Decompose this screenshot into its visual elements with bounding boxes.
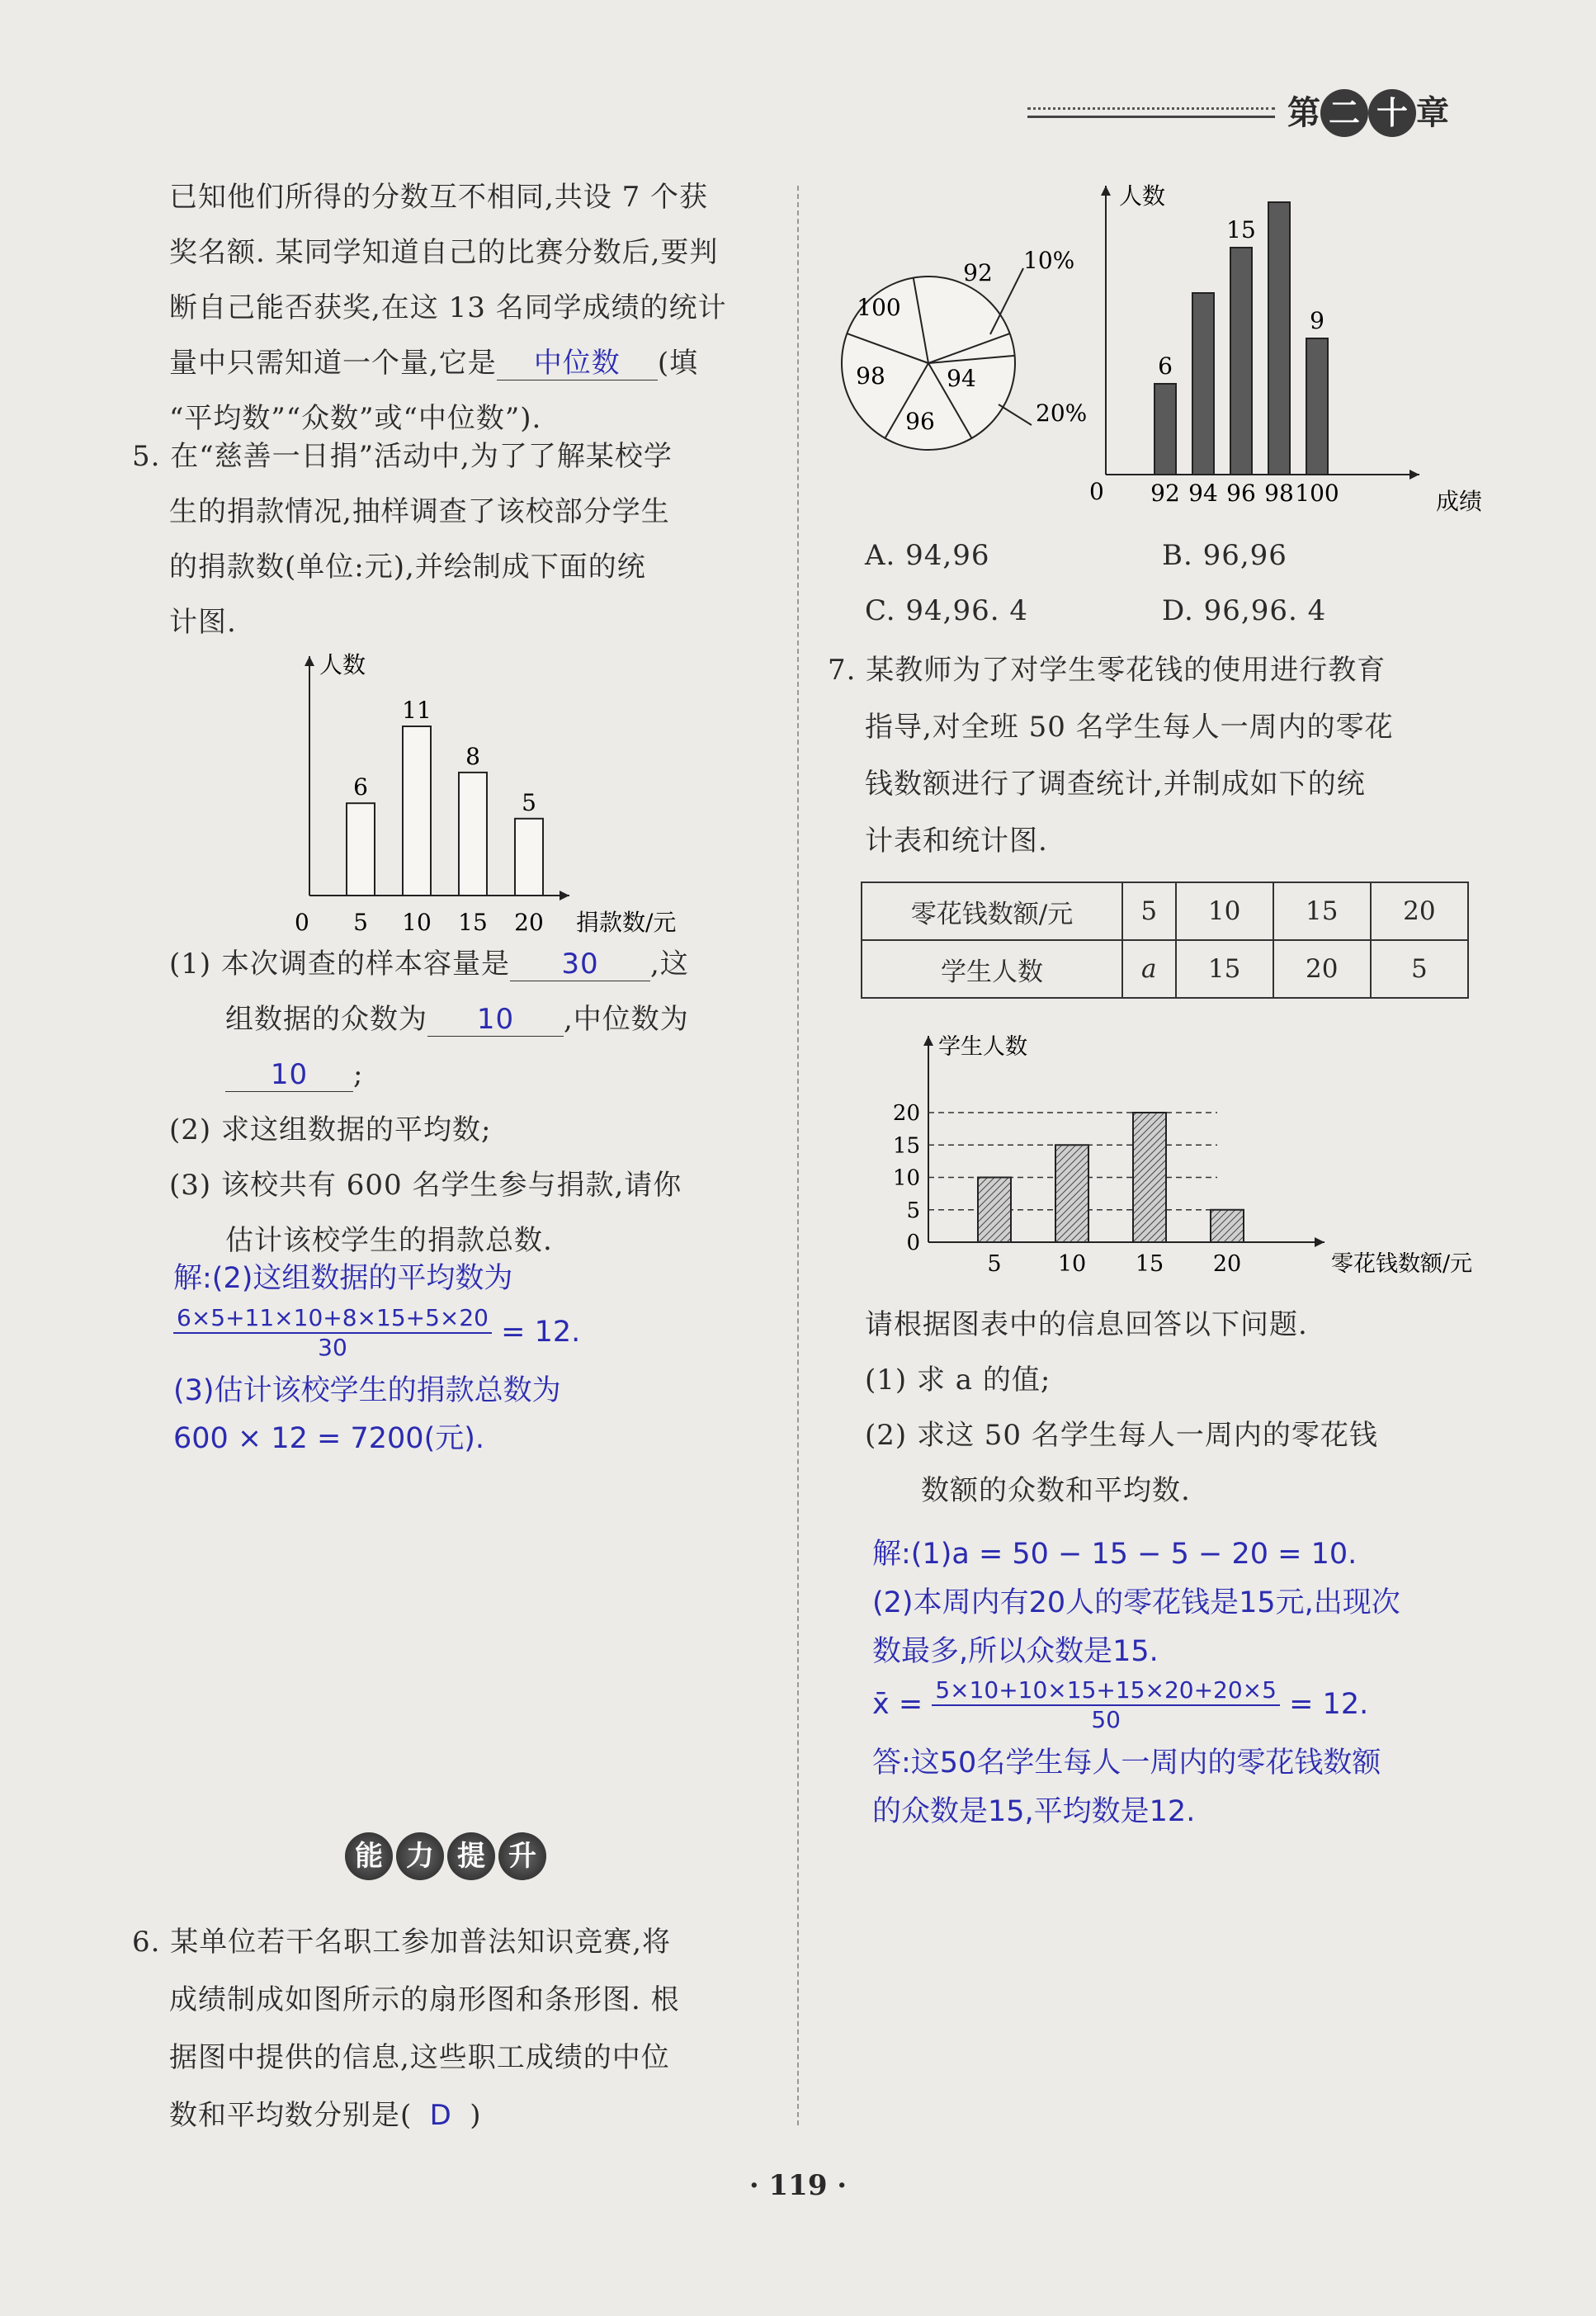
q7-sub2-line1: (2) 求这 50 名学生每人一周内的零花钱 [865, 1419, 1378, 1452]
q5-line-1: 5. 在“慈善一日捐”活动中,为了了解某校学 [132, 440, 673, 473]
table-cell: 学生人数 [862, 940, 1122, 998]
column-divider [797, 186, 799, 2125]
page-number: · 119 · [748, 2169, 848, 2202]
pie-slice-label: 98 [856, 362, 885, 390]
y-axis-arrow [305, 656, 314, 666]
y-axis-arrow [923, 1036, 933, 1046]
q7-sol-line1: 解:(1)a = 50 − 15 − 5 − 20 = 10. [872, 1538, 1358, 1571]
mode-blank: 10 [427, 1003, 564, 1037]
q5-fraction: $\frac{6\times 5+11\times 10+8\times 15+5\times 20}{30}$ [173, 1304, 492, 1362]
table-cell: 15 [1176, 940, 1273, 998]
q6-line-1: 6. 某单位若干名职工参加普法知识竞赛,将 [132, 1926, 672, 1959]
x-axis-label: 零花钱数额/元 [1331, 1251, 1473, 1277]
q7-sol-line6: 的众数是15,平均数是12. [872, 1795, 1196, 1828]
option-c: C. 94,96. 4 [865, 594, 1028, 627]
tick-label: 10 [402, 909, 432, 936]
q5-sol-line3: (3)估计该校学生的捐款总数为 [173, 1374, 561, 1407]
q5-sub1-line1: (1) 本次调查的样本容量是 30 ,这 [169, 948, 689, 981]
q4-line-3: 断自己能否获奖,在这 13 名同学成绩的统计 [169, 291, 727, 324]
y-axis-label: 学生人数 [938, 1034, 1027, 1060]
bar [1211, 1210, 1244, 1242]
x-axis-arrow [1409, 470, 1419, 480]
chapter-suffix: 章 [1416, 93, 1449, 132]
q4-text [169, 170, 780, 447]
sample-size-blank: 30 [510, 948, 650, 981]
score-bar-chart [1081, 169, 1494, 516]
pie-label-10pct: 10% [1023, 247, 1075, 274]
table-cell: a [1122, 940, 1176, 998]
tick-label: 94 [1188, 480, 1218, 507]
y-tick-label: 5 [906, 1198, 920, 1223]
chapter-title [1287, 87, 1449, 137]
header-dots [1027, 107, 1275, 110]
q5-sub3-line1: (3) 该校共有 600 名学生参与捐款,请你 [169, 1169, 682, 1202]
tick-label: 20 [514, 909, 544, 936]
badge-char-2: 力 [396, 1832, 444, 1880]
q5-sub2: (2) 求这组数据的平均数; [169, 1113, 492, 1146]
chapter-prefix: 第 [1287, 93, 1320, 132]
q7-solution [872, 1530, 1508, 1836]
q5-text [132, 429, 784, 650]
q5-sol-line4: 600 × 12 = 7200(元). [173, 1422, 485, 1455]
table-cell: 10 [1176, 882, 1273, 940]
tick-label: 20 [1212, 1251, 1242, 1277]
tick-label: 5 [353, 909, 368, 936]
tick-label: 10 [1057, 1251, 1087, 1277]
bar [1268, 202, 1290, 475]
pocket-money-table [861, 881, 1469, 999]
q7-sol-line3: 数最多,所以众数是15. [872, 1635, 1159, 1668]
data-label: 5 [522, 788, 536, 816]
q7-sol-line2: (2)本周内有20人的零花钱是15元,出现次 [872, 1586, 1400, 1619]
pocket-money-bar-chart [883, 1015, 1473, 1288]
q7-line-2: 指导,对全班 50 名学生每人一周内的零花 [865, 711, 1394, 744]
origin-label: 0 [1089, 478, 1104, 505]
tick-label: 100 [1295, 480, 1339, 507]
tick-label: 96 [1226, 480, 1256, 507]
q5-sol-line1: 解:(2)这组数据的平均数为 [173, 1262, 513, 1295]
y-axis-label: 人数 [319, 651, 366, 678]
q7-sub1: (1) 求 a 的值; [865, 1364, 1051, 1397]
donation-bar-chart [272, 636, 677, 936]
bar [1155, 384, 1176, 475]
q7-questions [865, 1297, 1492, 1519]
data-label: 8 [465, 742, 480, 770]
q5-sol-formula: $\frac{6\times 5+11\times 10+8\times 15+5\times 20}{30}$ = 12. [173, 1304, 784, 1362]
table-cell: 20 [1273, 940, 1371, 998]
bar [1133, 1113, 1166, 1242]
table-cell: 零花钱数额/元 [862, 882, 1122, 940]
option-b: B. 96,96 [1162, 539, 1287, 572]
data-label: 15 [1226, 216, 1256, 243]
table-cell: 20 [1371, 882, 1468, 940]
q5-solution [173, 1255, 784, 1463]
bar [978, 1178, 1011, 1243]
q4-line-5: “平均数”“众数”或“中位数”). [169, 402, 542, 435]
pie-slice-label: 96 [905, 408, 935, 435]
q5-line-2: 生的捐款情况,抽样调查了该校部分学生 [169, 495, 670, 528]
table-cell: 15 [1273, 882, 1371, 940]
pie-slice-label: 94 [947, 365, 976, 392]
bar [1192, 293, 1214, 475]
section-badge [345, 1832, 550, 1880]
x-axis-label: 成绩 [1436, 488, 1483, 515]
q4-line-1: 已知他们所得的分数互不相同,共设 7 个获 [169, 181, 709, 214]
bar [1306, 338, 1328, 475]
bar [347, 803, 375, 896]
chapter-num1: 二 [1320, 89, 1368, 137]
bar [403, 726, 431, 896]
badge-char-1: 能 [345, 1832, 393, 1880]
q5-subquestions [169, 937, 796, 1269]
y-axis-label: 人数 [1119, 182, 1166, 210]
pie-label-20pct: 20% [1036, 399, 1088, 427]
bar [1230, 248, 1252, 475]
q6-line-3: 据图中提供的信息,这些职工成绩的中位 [169, 2041, 670, 2074]
y-tick-label: 20 [892, 1101, 920, 1126]
q4-line-2: 奖名额. 某同学知道自己的比赛分数后,要判 [169, 236, 719, 269]
badge-char-4: 升 [498, 1832, 546, 1880]
tick-label: 98 [1264, 480, 1294, 507]
x-axis-label: 捐款数/元 [576, 909, 677, 936]
q5-line-3: 的捐款数(单位:元),并绘制成下面的统 [169, 551, 646, 584]
q7-line-1: 7. 某教师为了对学生零花钱的使用进行教育 [828, 654, 1386, 687]
pie-slice-label: 100 [857, 294, 901, 321]
table-row [862, 882, 1468, 940]
q5-sub1-line3: 10 ; [169, 1047, 796, 1103]
header-rule [1027, 116, 1275, 118]
q7-fraction: $\frac{5\times 10+10\times 15+15\times 20+20\times 5}{50}$ [932, 1676, 1280, 1734]
y-tick-label: 10 [892, 1165, 920, 1191]
badge-char-3: 提 [447, 1832, 495, 1880]
option-a: A. 94,96 [865, 539, 990, 572]
data-label: 6 [353, 773, 368, 801]
chapter-header [1027, 83, 1481, 140]
table-row [862, 940, 1468, 998]
y-tick-label: 15 [892, 1133, 920, 1159]
chapter-num2: 十 [1368, 89, 1416, 137]
q5-sub1-line2: 组数据的众数为 10 ,中位数为 [225, 1003, 689, 1036]
q7-sol-line5: 答:这50名学生每人一周内的零花钱数额 [872, 1746, 1381, 1780]
x-axis-arrow [1315, 1237, 1324, 1247]
q6-line-2: 成绩制成如图所示的扇形图和条形图. 根 [169, 1983, 680, 2016]
bar [1055, 1145, 1088, 1242]
pie-slice-label: 92 [963, 259, 993, 286]
y-axis-arrow [1101, 186, 1111, 196]
tick-label: 92 [1150, 480, 1180, 507]
q7-text [828, 642, 1488, 870]
q6-line-4: 数和平均数分别是( D ) [132, 2087, 784, 2144]
q6-options [865, 528, 1492, 639]
q5-sub3-line2: 估计该校学生的捐款总数. [225, 1224, 553, 1257]
table-cell: 5 [1122, 882, 1176, 940]
q7-line-3: 钱数额进行了调查统计,并制成如下的统 [865, 768, 1366, 801]
q7-prompt: 请根据图表中的信息回答以下问题. [865, 1308, 1308, 1341]
tick-label: 15 [1135, 1251, 1164, 1277]
q6-options-row2 [865, 584, 1492, 639]
data-label: 11 [402, 697, 432, 724]
table-cell: 5 [1371, 940, 1468, 998]
bar [515, 819, 543, 896]
q7-sub2-line2: 数额的众数和平均数. [921, 1474, 1191, 1507]
q5-line-4: 计图. [169, 606, 237, 639]
data-label: 6 [1158, 352, 1173, 380]
q4-answer-blank: 中位数 [497, 347, 658, 380]
tick-label: 5 [987, 1251, 1002, 1277]
option-d: D. 96,96. 4 [1162, 594, 1327, 627]
x-axis-arrow [560, 891, 569, 900]
leader-line [999, 404, 1032, 425]
median-blank: 10 [225, 1058, 353, 1092]
q7-sol-formula: x̄ = $\frac{5\times 10+10\times 15+15\times 20+20\times 5}{50}$ = 12. [872, 1676, 1369, 1733]
q6-answer: D [429, 2099, 452, 2132]
y-tick-label: 0 [906, 1231, 920, 1255]
bar [459, 773, 487, 896]
tick-label: 15 [458, 909, 488, 936]
data-label: 9 [1310, 307, 1324, 334]
q6-text [132, 1913, 784, 2144]
q6-options-row1 [865, 528, 1492, 584]
q4-line-4: 量中只需知道一个量,它是 中位数 (填 [169, 347, 699, 380]
q7-line-4: 计表和统计图. [865, 825, 1048, 858]
origin-label: 0 [295, 909, 309, 936]
